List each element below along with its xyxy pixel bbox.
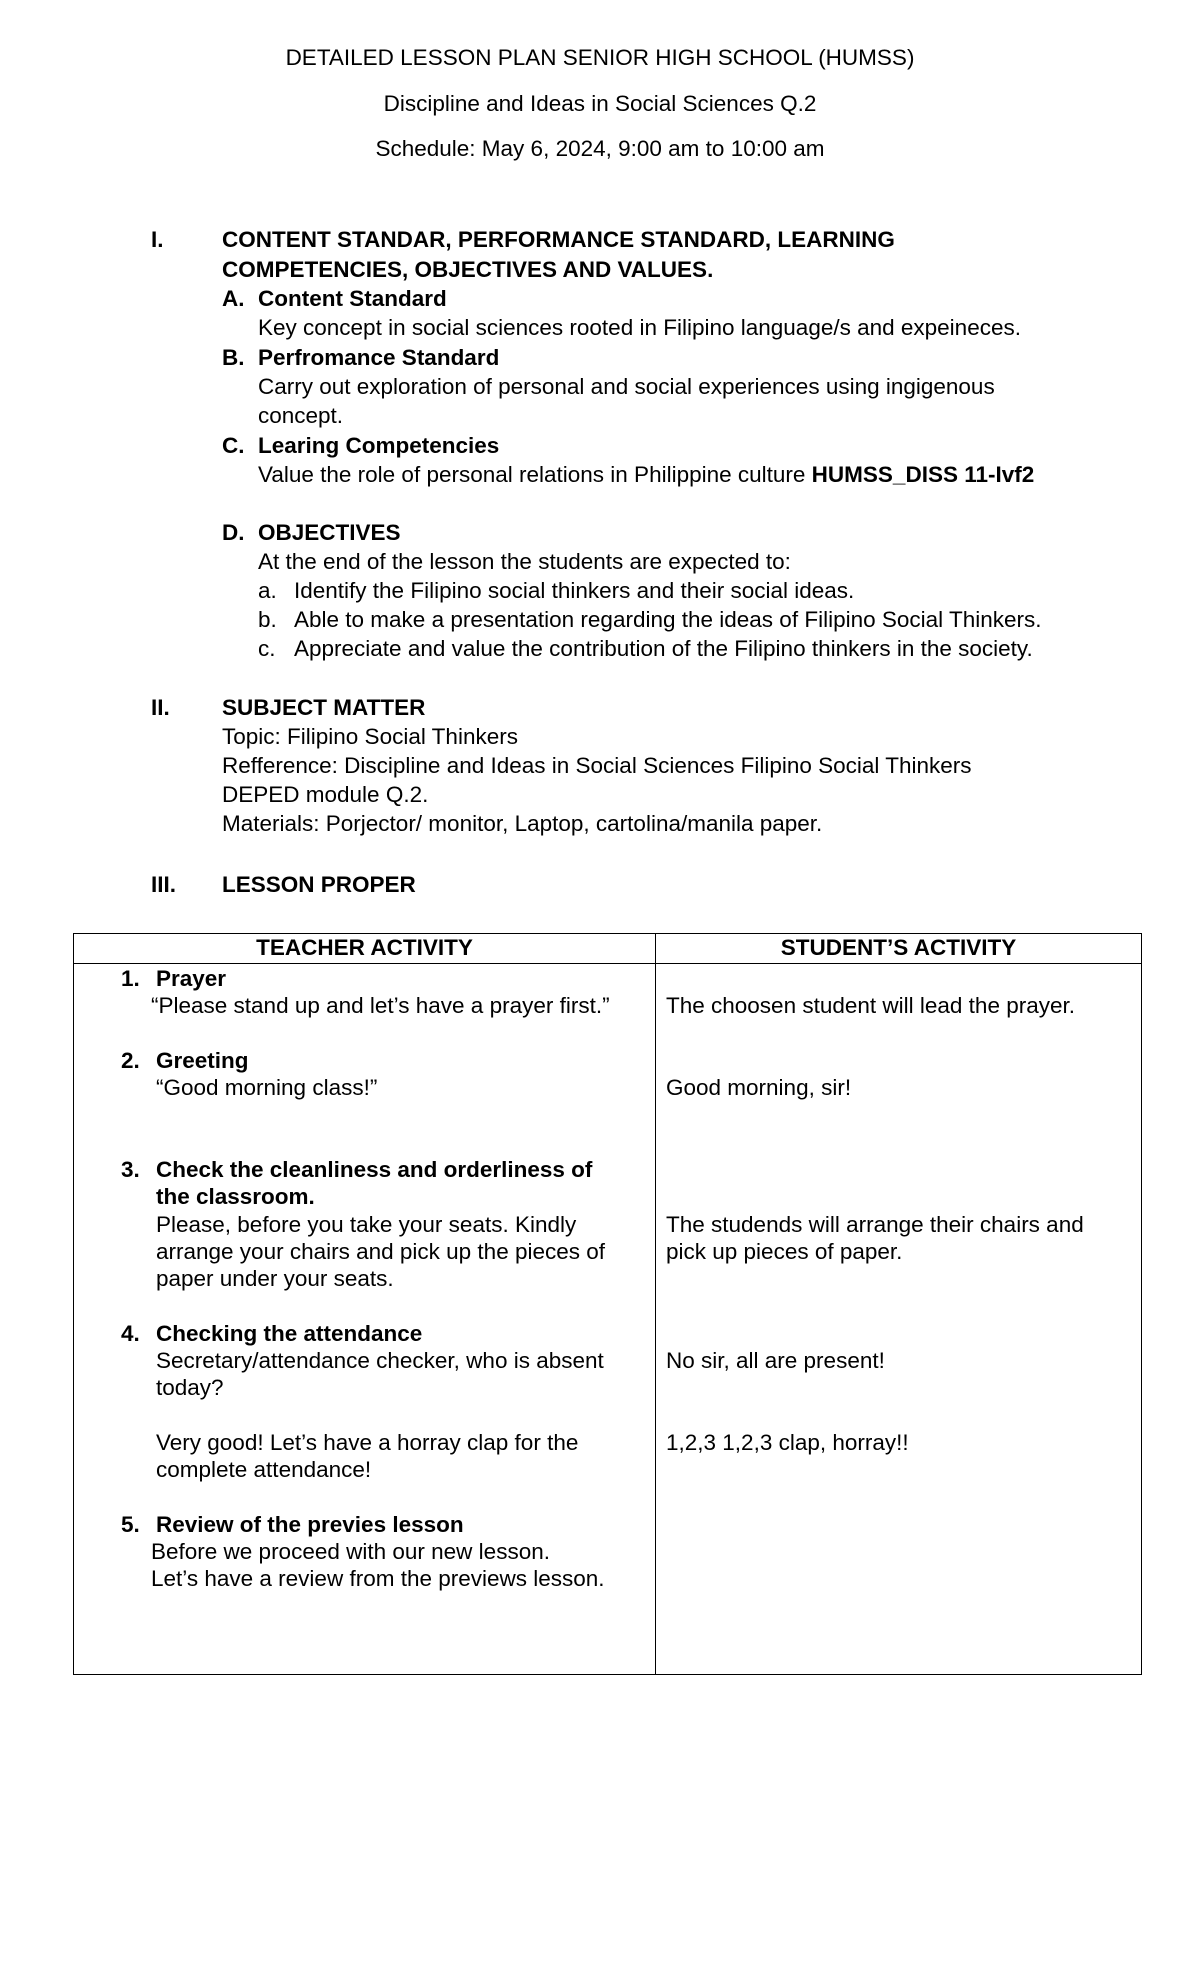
content-standard-letter: A. [222, 286, 245, 311]
student-prayer-response: The choosen student will lead the prayer. [666, 993, 1075, 1018]
objectives-letter: D. [222, 520, 245, 545]
section-1-heading-line2: COMPETENCIES, OBJECTIVES AND VALUES. [222, 257, 714, 282]
section-1-heading-line1: CONTENT STANDAR, PERFORMANCE STANDARD, LEARNING [222, 227, 895, 252]
objectives-intro: At the end of the lesson the students are expected to: [258, 549, 791, 574]
step-cleanliness-text-line1: Please, before you take your seats. Kindly [156, 1212, 577, 1237]
student-activity-cell [656, 964, 1142, 1675]
teacher-activity-cell [74, 964, 656, 1675]
step-review-label: Review of the previes lesson [156, 1512, 464, 1537]
step-number: 5. [121, 1512, 140, 1537]
student-cleanliness-response-line1: The studends will arrange their chairs and [666, 1212, 1084, 1237]
objectives-title: OBJECTIVES [258, 520, 401, 545]
performance-standard-title: Perfromance Standard [258, 345, 500, 370]
student-attendance-response: No sir, all are present! [666, 1348, 885, 1373]
competency-code: HUMSS_DISS 11-Ivf2 [811, 462, 1035, 487]
content-standard-text: Key concept in social sciences rooted in Filipino language/s and expeineces. [258, 315, 1021, 340]
teacher-activity-header: TEACHER ACTIVITY [74, 934, 656, 964]
subject-reference-line2: DEPED module Q.2. [222, 782, 429, 807]
objective-letter: a. [258, 578, 277, 603]
learning-competencies-letter: C. [222, 433, 245, 458]
objective-text: Identify the Filipino social thinkers and their social ideas. [294, 578, 855, 603]
step-number: 4. [121, 1321, 140, 1346]
step-prayer-label: Prayer [156, 966, 227, 991]
objective-text: Able to make a presentation regarding the ideas of Filipino Social Thinkers. [294, 607, 1042, 632]
section-3-heading: LESSON PROPER [222, 872, 416, 897]
section-3-numeral: III. [151, 872, 177, 897]
performance-standard-text-line1: Carry out exploration of personal and social experiences using ingigenous [258, 374, 995, 399]
step-number: 3. [121, 1157, 140, 1182]
student-clap-response: 1,2,3 1,2,3 clap, horray!! [666, 1430, 909, 1455]
step-attendance-praise-line2: complete attendance! [156, 1457, 372, 1482]
schedule: Schedule: May 6, 2024, 9:00 am to 10:00 am [375, 136, 825, 161]
content-standard-title: Content Standard [258, 286, 447, 311]
student-activity-header: STUDENT’S ACTIVITY [656, 934, 1142, 964]
step-greeting-text: “Good morning class!” [156, 1075, 378, 1100]
learning-competencies-text [258, 460, 1034, 489]
subject-topic: Topic: Filipino Social Thinkers [222, 724, 518, 749]
performance-standard-text-line2: concept. [258, 403, 344, 428]
learning-competencies-title: Learing Competencies [258, 433, 500, 458]
lesson-table [73, 933, 1142, 1675]
section-1-numeral: I. [151, 227, 164, 252]
step-attendance-label: Checking the attendance [156, 1321, 423, 1346]
step-cleanliness-text-line3: paper under your seats. [156, 1266, 394, 1291]
section-2-numeral: II. [151, 695, 170, 720]
objective-letter: c. [258, 636, 276, 661]
subject-reference-line1: Refference: Discipline and Ideas in Social Sciences Filipino Social Thinkers [222, 753, 972, 778]
objective-text: Appreciate and value the contribution of the Filipino thinkers in the society. [294, 636, 1033, 661]
document-title: DETAILED LESSON PLAN SENIOR HIGH SCHOOL (HUMSS) [285, 45, 915, 70]
subject-materials: Materials: Porjector/ monitor, Laptop, cartolina/manila paper. [222, 811, 823, 836]
objective-letter: b. [258, 607, 277, 632]
performance-standard-letter: B. [222, 345, 245, 370]
step-number: 2. [121, 1048, 140, 1073]
student-greeting-response: Good morning, sir! [666, 1075, 852, 1100]
competency-description: Value the role of personal relations in Philippine culture [258, 462, 812, 487]
student-cleanliness-response-line2: pick up pieces of paper. [666, 1239, 903, 1264]
step-number: 1. [121, 966, 140, 991]
section-2-heading: SUBJECT MATTER [222, 695, 426, 720]
step-prayer-text: “Please stand up and let’s have a prayer first.” [151, 993, 610, 1018]
step-attendance-text-line1: Secretary/attendance checker, who is absent [156, 1348, 604, 1373]
step-attendance-praise-line1: Very good! Let’s have a horray clap for the [156, 1430, 579, 1455]
step-greeting-label: Greeting [156, 1048, 249, 1073]
step-cleanliness-label-line2: the classroom. [156, 1184, 315, 1209]
step-review-text-line2: Let’s have a review from the previews lesson. [151, 1566, 605, 1591]
step-cleanliness-label-line1: Check the cleanliness and orderliness of [156, 1157, 593, 1182]
document-subtitle: Discipline and Ideas in Social Sciences Q.2 [383, 91, 817, 116]
step-review-text-line1: Before we proceed with our new lesson. [151, 1539, 550, 1564]
step-attendance-text-line2: today? [156, 1375, 224, 1400]
step-cleanliness-text-line2: arrange your chairs and pick up the pieces of [156, 1239, 606, 1264]
